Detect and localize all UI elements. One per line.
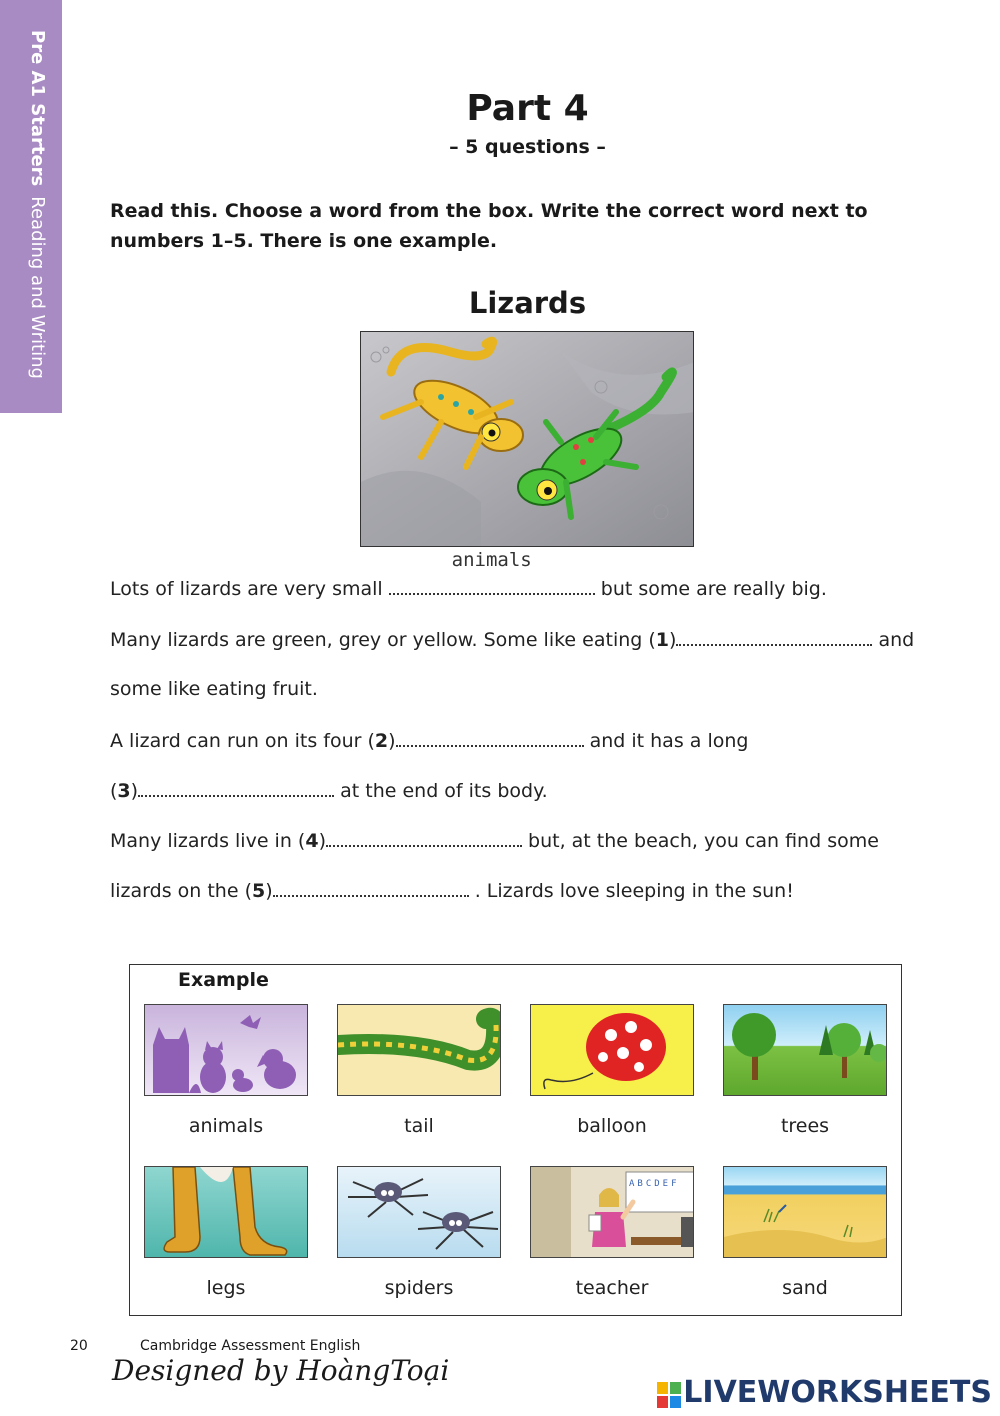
story-text: Many lizards live in ( (110, 830, 306, 852)
question-number: 3 (117, 780, 131, 802)
liveworksheets-logo-text: LIVEWORKSHEETS (683, 1375, 992, 1410)
story-text: . Lizards love sleeping in the sun! (468, 880, 794, 902)
animals-picture (144, 1004, 308, 1096)
story-line-example (110, 549, 827, 600)
page-title: Part 4 (466, 88, 589, 129)
story-text: but, at the beach, you can find some (521, 830, 879, 852)
story-line-4: Many lizards live in (4) but, at the beach, you can find some (110, 830, 879, 852)
answer-blank-4[interactable] (326, 829, 522, 847)
story-text: at the end of its body. (334, 780, 548, 802)
question-number: 4 (305, 830, 319, 852)
story-line-5: lizards on the (5) . Lizards love sleeping in the sun! (110, 880, 794, 902)
story-text: and (872, 629, 915, 651)
teacher-picture (530, 1166, 694, 1258)
page-subtitle: – 5 questions – (449, 136, 606, 158)
page-number: 20 (70, 1338, 88, 1354)
story-text: ( (110, 780, 118, 802)
sidebar-paper: Reading and Writing (27, 196, 48, 379)
liveworksheets-logo-icon (657, 1381, 681, 1407)
board-letters: ABCDEF (629, 1179, 680, 1189)
word-trees: trees (780, 1115, 830, 1137)
story-line-1b (110, 678, 318, 700)
question-number: 5 (252, 880, 266, 902)
designer-credit: Designed by HoàngToại (112, 1354, 450, 1387)
sidebar-level: Pre A1 Starters (27, 30, 48, 187)
word-animals: animals (188, 1115, 264, 1137)
example-answer: animals (451, 549, 532, 571)
word-legs: legs (206, 1277, 246, 1299)
story-text: lizards on the ( (110, 880, 252, 902)
word-spiders: spiders (384, 1277, 454, 1299)
sand-picture (723, 1166, 887, 1258)
word-teacher: teacher (575, 1277, 649, 1299)
tail-picture (337, 1004, 501, 1096)
story-text: but some are really big. (594, 578, 827, 600)
legs-picture (144, 1166, 308, 1258)
story-text: and it has a long (583, 730, 749, 752)
story-title: Lizards (468, 286, 587, 320)
instructions: Read this. Choose a word from the box. Write the correct word next to numbers 1–5. There is one example. (110, 200, 868, 252)
example-label: Example (178, 969, 269, 991)
answer-blank-3[interactable] (138, 779, 334, 797)
answer-blank-2[interactable] (396, 729, 584, 747)
question-number: 1 (655, 629, 670, 651)
word-balloon: balloon (577, 1115, 647, 1137)
word-box (129, 964, 902, 1316)
answer-blank-5[interactable] (273, 879, 469, 897)
answer-blank-1[interactable] (676, 628, 872, 646)
question-number: 2 (374, 730, 389, 752)
liveworksheets-logo[interactable] (657, 1375, 992, 1410)
story-line-3: (3) at the end of its body. (110, 780, 548, 802)
lizards-illustration (360, 331, 694, 547)
example-answer-blank (389, 549, 595, 595)
sidebar-tab (0, 0, 62, 413)
story-text: Many lizards are green, grey or yellow. Some like eating ( (110, 629, 656, 651)
word-sand: sand (782, 1277, 828, 1299)
publisher-name: Cambridge Assessment English (140, 1338, 361, 1354)
story-line-2: A lizard can run on its four (2) and it has a long (110, 730, 749, 752)
spiders-picture (337, 1166, 501, 1258)
word-tail: tail (404, 1115, 434, 1137)
story-line-1: Many lizards are green, grey or yellow. Some like eating (1) and (110, 629, 915, 651)
trees-picture (723, 1004, 887, 1096)
balloon-picture (530, 1004, 694, 1096)
story-text: Lots of lizards are very small (110, 578, 389, 600)
sidebar-text (27, 30, 48, 379)
story-text: some like eating fruit. (110, 678, 318, 700)
story-text: A lizard can run on its four ( (110, 730, 375, 752)
